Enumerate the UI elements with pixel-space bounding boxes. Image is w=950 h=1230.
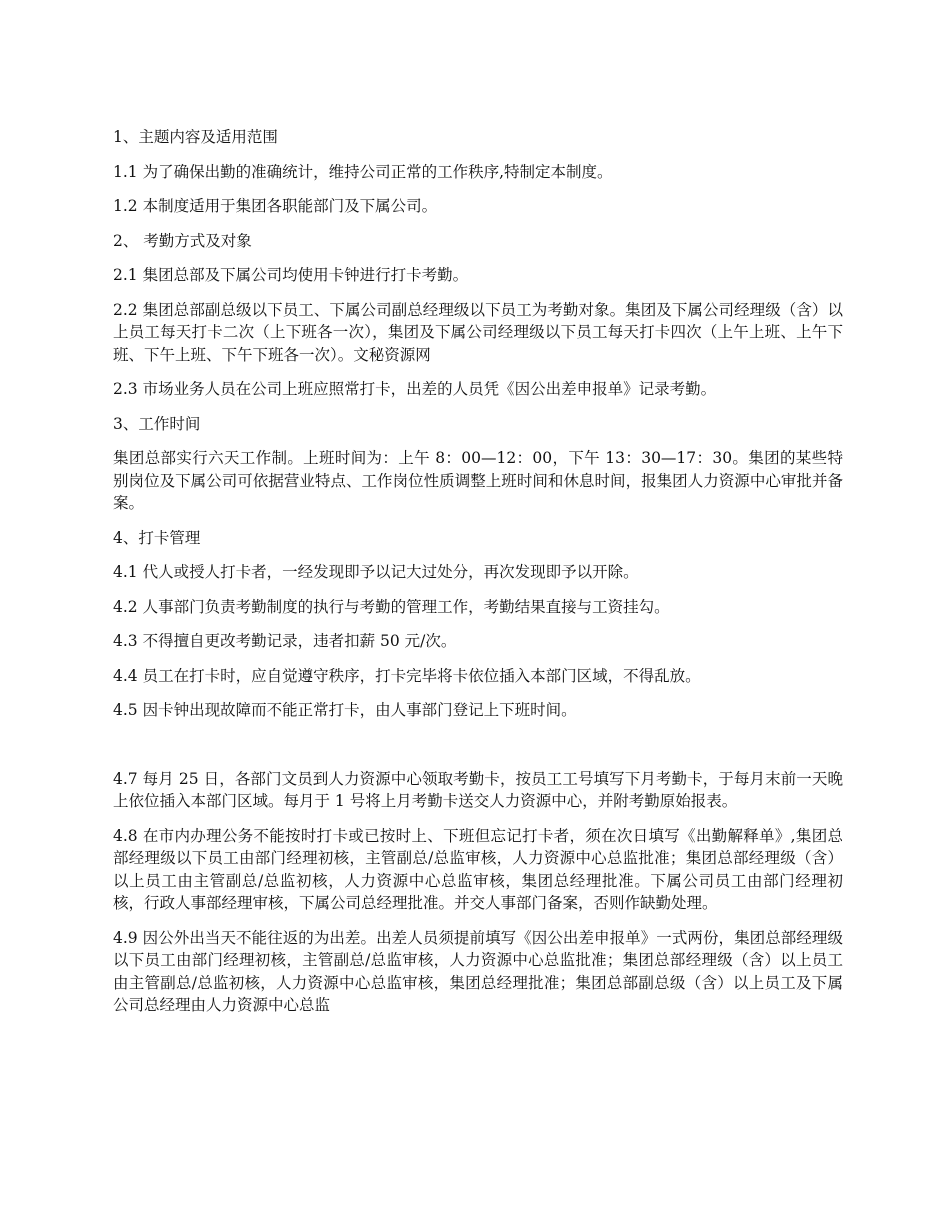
clause-2-2: 2.2 集团总部副总级以下员工、下属公司副总经理级以下员工为考勤对象。集团及下属公司经理级（含）以上员工每天打卡二次（上下班各一次），集团及下属公司经理级以下员工每天打卡四次（上午上班、上午下班、下午上班、下午下班各一次）。文秘资源网: [113, 300, 843, 364]
clause-4-3: 4.3 不得擅自更改考勤记录，违者扣薪 50 元/次。: [113, 632, 457, 650]
clause-1-1: 1.1 为了确保出勤的准确统计，维持公司正常的工作秩序,特制定本制度。: [113, 162, 613, 181]
clause-2-3: 2.3 市场业务人员在公司上班应照常打卡，出差的人员凭《因公出差申报单》记录考勤。: [113, 380, 717, 398]
section-heading-2: 2、 考勤方式及对象: [113, 231, 252, 250]
clause-4-7: 4.7 每月 25 日，各部门文员到人力资源中心领取考勤卡，按员工工号填写下月考勤卡，于每月末前一天晚上依位插入本部门区域。每月于 1 号将上月考勤卡送交人力资源中心，并附考勤原始报表。: [113, 769, 843, 810]
clause-4-2: 4.2 人事部门负责考勤制度的执行与考勤的管理工作，考勤结果直接与工资挂勾。: [113, 597, 670, 616]
blank-gap: [113, 734, 843, 768]
clause-4-8: 4.8 在市内办理公务不能按时打卡或已按时上、下班但忘记打卡者，须在次日填写《出勤解释单》,集团总部经理级以下员工由部门经理初核，主管副总/总监审核，人力资源中心总监批准；集团总部经理级（含）以上员工由主管副总/总监初核，人力资源中心总监审核，集团总经理批准。下属公司员工由部门经理初核，行政人事部经理审核，下属公司总经理批准。并交人事部门备案，否则作缺勤处理。: [113, 826, 843, 912]
section-heading-3: 3、工作时间: [113, 414, 201, 433]
clause-4-1: 4.1 代人或授人打卡者，一经发现即予以记大过处分，再次发现即予以开除。: [113, 563, 639, 581]
section-heading-4: 4、打卡管理: [113, 528, 201, 547]
clause-4-4: 4.4 员工在打卡时，应自觉遵守秩序，打卡完毕将卡依位插入本部门区域，不得乱放。: [113, 666, 701, 685]
clause-2-1: 2.1 集团总部及下属公司均使用卡钟进行打卡考勤。: [113, 266, 469, 284]
clause-4-9: 4.9 因公外出当天不能往返的为出差。出差人员须提前填写《因公出差申报单》一式两份，集团总部经理级以下员工由部门经理初核，主管副总/总监审核，人力资源中心总监批准；集团总部经理级（含）以上员工由主管副总/总监初核，人力资源中心总监审核，集团总经理批准；集团总部副总级（含）以上员工及下属公司总经理由人力资源中心总监: [113, 928, 843, 1014]
section-heading-1: 1、主题内容及适用范围: [113, 128, 278, 146]
document-body: [113, 126, 843, 1029]
clause-4-5: 4.5 因卡钟出现故障而不能正常打卡，由人事部门登记上下班时间。: [113, 701, 577, 719]
clause-1-2: 1.2 本制度适用于集团各职能部门及下属公司。: [113, 197, 438, 215]
work-hours-paragraph: 集团总部实行六天工作制。上班时间为：上午 8：00—12：00，下午 13：30—17：30。集团的某些特别岗位及下属公司可依据营业特点、工作岗位性质调整上班时间和休息时间，报集团人力资源中心审批并备案。: [113, 449, 843, 512]
